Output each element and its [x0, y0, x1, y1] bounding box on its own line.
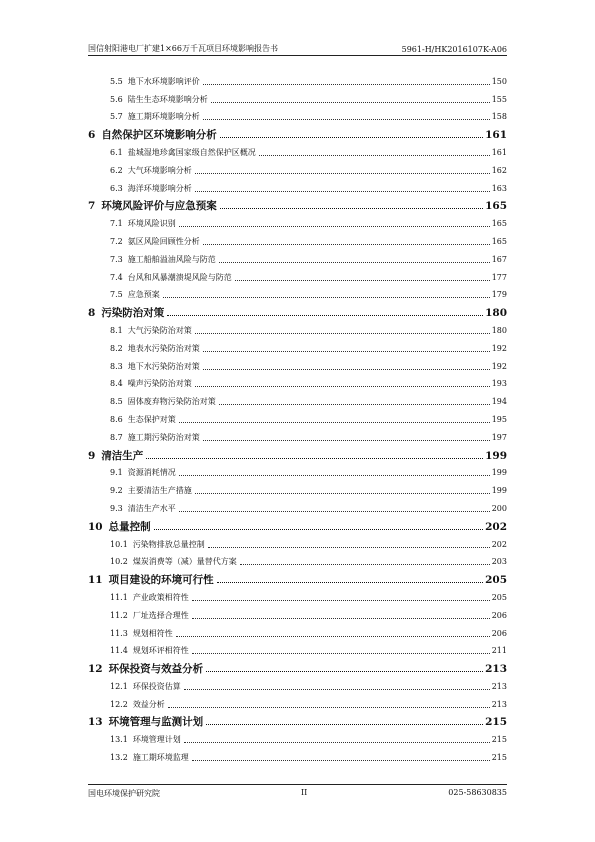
header-document-number: 5961-H/HK2016107K-A06	[401, 45, 507, 54]
toc-leader-dots	[203, 351, 490, 352]
toc-chapter-entry[interactable]	[88, 123, 507, 141]
toc-entry-page: 213	[485, 663, 507, 676]
toc-entry-title: 项目建设的环境可行性	[108, 574, 214, 587]
toc-section-entry[interactable]	[88, 230, 507, 248]
toc-leader-dots	[217, 582, 483, 583]
toc-leader-dots	[192, 653, 490, 654]
toc-leader-dots	[167, 315, 483, 316]
toc-entry-title: 噪声污染防治对策	[127, 379, 192, 389]
toc-entry-title: 陆生生态环境影响分析	[127, 94, 208, 104]
toc-entry-number: 6.2	[110, 165, 123, 175]
toc-entry-number: 13	[88, 716, 103, 729]
toc-entry-page: 194	[491, 397, 507, 407]
toc-leader-dots	[259, 155, 490, 156]
toc-entry-title: 地表水污染防治对策	[127, 343, 200, 353]
toc-entry-title: 施工期环境监理	[132, 753, 189, 763]
toc-entry-title: 规划相符性	[132, 628, 173, 638]
toc-leader-dots	[179, 475, 490, 476]
toc-entry-title: 环境管理与监测计划	[108, 716, 204, 729]
toc-section-entry[interactable]	[88, 141, 507, 159]
footer-organization: 国电环境保护研究院	[88, 789, 160, 798]
toc-leader-dots	[163, 297, 490, 298]
toc-section-entry[interactable]	[88, 319, 507, 337]
toc-entry-number: 6	[88, 129, 96, 142]
toc-leader-dots	[219, 262, 490, 263]
toc-entry-page: 158	[491, 112, 507, 122]
toc-entry-number: 11.2	[110, 610, 128, 620]
toc-entry-number: 8.7	[110, 432, 123, 442]
toc-entry-number: 12	[88, 663, 103, 676]
toc-leader-dots	[203, 244, 490, 245]
toc-entry-number: 8.6	[110, 414, 123, 424]
toc-leader-dots	[203, 369, 490, 370]
toc-leader-dots	[195, 173, 490, 174]
toc-chapter-entry[interactable]	[88, 515, 507, 533]
toc-section-entry[interactable]	[88, 640, 507, 658]
toc-entry-number: 8.1	[110, 325, 123, 335]
toc-entry-number: 8.4	[110, 379, 123, 389]
toc-entry-title: 产业政策相符性	[132, 592, 189, 602]
toc-section-entry[interactable]	[88, 693, 507, 711]
toc-section-entry[interactable]	[88, 248, 507, 266]
toc-section-entry[interactable]	[88, 604, 507, 622]
toc-section-entry[interactable]	[88, 390, 507, 408]
toc-entry-page: 215	[485, 716, 507, 729]
toc-entry-title: 厂址选择合理性	[132, 610, 189, 620]
toc-leader-dots	[192, 760, 490, 761]
toc-entry-number: 8.5	[110, 397, 123, 407]
toc-entry-page: 205	[491, 592, 507, 602]
toc-entry-page: 200	[491, 503, 507, 513]
toc-entry-title: 盐城湿地珍禽国家级自然保护区概况	[127, 147, 256, 157]
toc-chapter-entry[interactable]	[88, 444, 507, 462]
toc-entry-number: 11.1	[110, 592, 128, 602]
toc-entry-title: 环保投资与效益分析	[108, 663, 204, 676]
toc-entry-title: 环境管理计划	[132, 735, 181, 745]
toc-entry-page: 205	[485, 574, 507, 587]
toc-entry-page: 163	[491, 183, 507, 193]
toc-section-entry[interactable]	[88, 159, 507, 177]
toc-entry-title: 氨区风险回顾性分析	[127, 236, 200, 246]
toc-entry-title: 清洁生产水平	[127, 503, 176, 513]
toc-entry-page: 192	[491, 343, 507, 353]
page-footer	[88, 788, 507, 799]
toc-entry-page: 150	[491, 76, 507, 86]
toc-leader-dots	[235, 280, 490, 281]
toc-entry-page: 180	[491, 325, 507, 335]
footer-page-number: II	[300, 788, 308, 797]
toc-section-entry[interactable]	[88, 88, 507, 106]
toc-section-entry[interactable]	[88, 408, 507, 426]
toc-section-entry[interactable]	[88, 373, 507, 391]
toc-entry-page: 215	[491, 735, 507, 745]
toc-entry-title: 环境风险评价与应急预案	[101, 200, 217, 213]
toc-section-entry[interactable]	[88, 177, 507, 195]
toc-leader-dots	[179, 511, 490, 512]
toc-entry-title: 规划环评相符性	[132, 646, 189, 656]
toc-entry-number: 8	[88, 307, 96, 320]
toc-entry-number: 11.4	[110, 646, 128, 656]
toc-leader-dots	[179, 226, 490, 227]
toc-section-entry[interactable]	[88, 426, 507, 444]
toc-entry-title: 施工期污染防治对策	[127, 432, 200, 442]
toc-section-entry[interactable]	[88, 728, 507, 746]
toc-entry-number: 10	[88, 520, 103, 533]
toc-entry-page: 213	[491, 681, 507, 691]
toc-entry-page: 197	[491, 432, 507, 442]
toc-entry-page: 193	[491, 379, 507, 389]
toc-leader-dots	[195, 386, 490, 387]
toc-entry-number: 8.3	[110, 361, 123, 371]
toc-entry-page: 165	[485, 200, 507, 213]
toc-section-entry[interactable]	[88, 212, 507, 230]
toc-entry-number: 6.3	[110, 183, 123, 193]
toc-entry-title: 地下水污染防治对策	[127, 361, 200, 371]
toc-entry-page: 162	[491, 165, 507, 175]
toc-leader-dots	[203, 440, 490, 441]
toc-section-entry[interactable]	[88, 533, 507, 551]
toc-leader-dots	[192, 600, 490, 601]
toc-entry-title: 大气环境影响分析	[127, 165, 192, 175]
toc-leader-dots	[220, 137, 483, 138]
toc-entry-page: 199	[491, 486, 507, 496]
toc-entry-page: 155	[491, 94, 507, 104]
toc-leader-dots	[184, 689, 490, 690]
toc-entry-page: 202	[491, 539, 507, 549]
toc-leader-dots	[195, 191, 490, 192]
toc-entry-title: 台风和风暴潮溃堤风险与防范	[127, 272, 232, 282]
toc-leader-dots	[211, 102, 490, 103]
toc-entry-number: 9.3	[110, 503, 123, 513]
toc-chapter-entry[interactable]	[88, 195, 507, 213]
toc-section-entry[interactable]	[88, 355, 507, 373]
toc-section-entry[interactable]	[88, 746, 507, 764]
toc-entry-number: 10.2	[110, 557, 128, 567]
toc-entry-page: 206	[491, 610, 507, 620]
toc-section-entry[interactable]	[88, 462, 507, 480]
header-document-title: 国信射阳港电厂扩建1×66万千瓦项目环境影响报告书	[88, 44, 278, 53]
toc-leader-dots	[206, 671, 483, 672]
toc-entry-number: 11	[88, 574, 103, 587]
toc-entry-number: 12.1	[110, 681, 128, 691]
toc-entry-number: 7.4	[110, 272, 123, 282]
toc-entry-page: 177	[491, 272, 507, 282]
toc-entry-page: 161	[491, 147, 507, 157]
toc-leader-dots	[192, 618, 490, 619]
toc-entry-title: 地下水环境影响评价	[127, 76, 200, 86]
toc-section-entry[interactable]	[88, 266, 507, 284]
toc-leader-dots	[146, 458, 483, 459]
table-of-contents	[88, 70, 507, 764]
toc-entry-page: 206	[491, 628, 507, 638]
toc-leader-dots	[179, 422, 490, 423]
page-header	[88, 40, 507, 54]
toc-leader-dots	[176, 636, 490, 637]
toc-leader-dots	[208, 547, 490, 548]
footer-divider	[88, 784, 507, 785]
toc-entry-page: 215	[491, 753, 507, 763]
header-divider	[88, 55, 507, 56]
toc-section-entry[interactable]	[88, 106, 507, 124]
toc-entry-title: 应急预案	[127, 290, 160, 300]
toc-entry-page: 179	[491, 290, 507, 300]
toc-chapter-entry[interactable]	[88, 301, 507, 319]
toc-leader-dots	[206, 724, 483, 725]
toc-entry-number: 7	[88, 200, 96, 213]
toc-chapter-entry[interactable]	[88, 657, 507, 675]
toc-entry-number: 9.1	[110, 468, 123, 478]
toc-entry-title: 资源消耗情况	[127, 468, 176, 478]
toc-entry-title: 环保投资估算	[132, 681, 181, 691]
toc-entry-number: 6.1	[110, 147, 123, 157]
toc-entry-number: 9.2	[110, 486, 123, 496]
toc-section-entry[interactable]	[88, 70, 507, 88]
toc-leader-dots	[203, 84, 490, 85]
toc-entry-title: 施工期环境影响分析	[127, 112, 200, 122]
toc-entry-page: 165	[491, 219, 507, 229]
toc-entry-number: 7.1	[110, 219, 123, 229]
toc-entry-page: 202	[485, 520, 507, 533]
toc-entry-title: 污染防治对策	[101, 307, 165, 320]
toc-entry-number: 5.5	[110, 76, 123, 86]
toc-entry-title: 大气污染防治对策	[127, 325, 192, 335]
toc-leader-dots	[195, 493, 490, 494]
toc-entry-number: 7.2	[110, 236, 123, 246]
toc-entry-title: 效益分析	[132, 699, 165, 709]
toc-leader-dots	[184, 742, 490, 743]
toc-section-entry[interactable]	[88, 337, 507, 355]
toc-leader-dots	[220, 208, 483, 209]
toc-entry-page: 192	[491, 361, 507, 371]
toc-leader-dots	[195, 333, 490, 334]
toc-leader-dots	[219, 404, 490, 405]
toc-entry-title: 总量控制	[108, 520, 151, 533]
toc-entry-title: 固体废弃物污染防治对策	[127, 397, 216, 407]
toc-entry-number: 11.3	[110, 628, 128, 638]
toc-entry-number: 5.6	[110, 94, 123, 104]
footer-phone: 025-58630835	[448, 788, 507, 797]
toc-section-entry[interactable]	[88, 479, 507, 497]
toc-entry-page: 167	[491, 254, 507, 264]
toc-entry-number: 13.1	[110, 735, 128, 745]
toc-section-entry[interactable]	[88, 622, 507, 640]
toc-section-entry[interactable]	[88, 497, 507, 515]
toc-entry-page: 203	[491, 557, 507, 567]
toc-entry-title: 煤炭消费等（减）量替代方案	[132, 557, 237, 567]
toc-entry-page: 165	[491, 236, 507, 246]
toc-entry-number: 10.1	[110, 539, 128, 549]
toc-entry-title: 主要清洁生产措施	[127, 486, 192, 496]
toc-leader-dots	[168, 707, 490, 708]
toc-entry-page: 211	[491, 646, 507, 656]
toc-entry-title: 海洋环境影响分析	[127, 183, 192, 193]
toc-entry-title: 清洁生产	[101, 449, 144, 462]
toc-entry-number: 13.2	[110, 753, 128, 763]
toc-entry-page: 199	[491, 468, 507, 478]
toc-leader-dots	[154, 529, 483, 530]
toc-entry-page: 161	[485, 129, 507, 142]
toc-section-entry[interactable]	[88, 675, 507, 693]
toc-section-entry[interactable]	[88, 586, 507, 604]
toc-entry-title: 施工船舶溢油风险与防范	[127, 254, 216, 264]
toc-entry-page: 195	[491, 414, 507, 424]
toc-entry-number: 12.2	[110, 699, 128, 709]
toc-entry-title: 生态保护对策	[127, 414, 176, 424]
toc-entry-number: 5.7	[110, 112, 123, 122]
toc-entry-title: 污染物排放总量控制	[132, 539, 205, 549]
toc-entry-title: 自然保护区环境影响分析	[101, 129, 217, 142]
toc-leader-dots	[240, 564, 490, 565]
toc-entry-number: 7.3	[110, 254, 123, 264]
toc-entry-page: 213	[491, 699, 507, 709]
toc-entry-number: 9	[88, 449, 96, 462]
toc-entry-page: 199	[485, 449, 507, 462]
toc-entry-number: 8.2	[110, 343, 123, 353]
toc-chapter-entry[interactable]	[88, 568, 507, 586]
toc-section-entry[interactable]	[88, 551, 507, 569]
toc-entry-title: 环境风险识别	[127, 219, 176, 229]
toc-section-entry[interactable]	[88, 284, 507, 302]
toc-leader-dots	[203, 119, 490, 120]
toc-entry-page: 180	[485, 307, 507, 320]
toc-entry-number: 7.5	[110, 290, 123, 300]
toc-chapter-entry[interactable]	[88, 711, 507, 729]
